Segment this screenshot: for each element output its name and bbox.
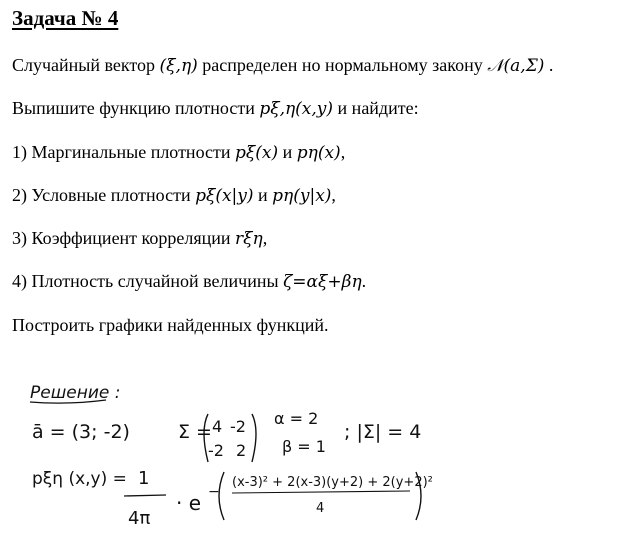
task-title: Задача № 4 — [12, 6, 119, 30]
beta-value: β = 1 — [282, 437, 326, 456]
density-lhs: pξη (x,y) = — [32, 469, 127, 489]
item-2-suffix: , — [331, 185, 336, 205]
item-2-prefix: 2) Условные плотности — [12, 185, 196, 205]
item-1-prefix: 1) Маргинальные плотности — [12, 142, 236, 162]
sigma-label: Σ = — [178, 421, 212, 443]
closing-line: Построить графики найденных функций. — [12, 315, 329, 335]
task-item-3 — [12, 227, 267, 250]
sigma-12: -2 — [230, 417, 246, 436]
sigma-11: 4 — [212, 417, 223, 436]
exp-denominator: 4 — [316, 501, 325, 516]
density-prefix: Выпишите функцию плотности — [12, 98, 260, 118]
item-3-suffix: , — [262, 228, 268, 248]
item-1-joiner: и — [278, 142, 297, 162]
task-item-2 — [12, 184, 336, 207]
zeta-formula: ζ=αξ+βη — [283, 272, 362, 292]
exp-fraction-bar — [232, 491, 410, 493]
intro-line — [12, 54, 553, 77]
marginal-density-eta: pη(x) — [296, 143, 341, 163]
alpha-value: α = 2 — [274, 409, 319, 428]
exp-minus: − — [208, 484, 220, 500]
vector-symbol: (ξ,η) — [159, 56, 198, 76]
item-4-suffix: . — [361, 271, 367, 291]
fraction-bar — [124, 495, 166, 496]
handwritten-solution — [28, 372, 608, 532]
task-item-4 — [12, 270, 366, 293]
fraction-denominator: 4π — [128, 508, 151, 529]
solution-heading: Решение : — [30, 383, 121, 403]
correlation-symbol: rξη — [235, 229, 263, 249]
sigma-22: 2 — [236, 441, 247, 460]
intro-middle: распределен но нормальному закону — [197, 55, 488, 75]
conditional-density-xi: pξ(x|y) — [195, 186, 254, 206]
density-suffix: и найдите: — [333, 98, 419, 118]
exp-open-paren — [219, 472, 224, 520]
fraction-numerator: 1 — [138, 468, 150, 489]
item-4-prefix: 4) Плотность случайной величины — [12, 271, 284, 291]
exp-base: · e — [176, 491, 202, 515]
intro-suffix: . — [544, 55, 554, 75]
joint-density-symbol: pξ,η(x,y) — [259, 99, 334, 119]
exp-numerator: (x-3)² + 2(x-3)(y+2) + 2(y+2)² — [232, 475, 433, 490]
intro-prefix: Случайный вектор — [12, 55, 160, 75]
normal-law-symbol: 𝒩(a,Σ) — [487, 56, 545, 76]
item-2-joiner: и — [253, 185, 273, 205]
sigma-21: -2 — [208, 441, 224, 460]
conditional-density-eta: pη(y|x) — [272, 186, 332, 206]
density-line — [12, 97, 419, 120]
marginal-density-xi: pξ(x) — [235, 143, 279, 163]
item-3-prefix: 3) Коэффициент корреляции — [12, 228, 236, 248]
sigma-determinant: ; |Σ| = 4 — [344, 421, 422, 443]
mean-vector: ā = (3; -2) — [32, 421, 130, 443]
task-item-1 — [12, 141, 345, 164]
item-1-suffix: , — [340, 142, 346, 162]
matrix-right-bracket — [252, 414, 256, 462]
handwritten-svg — [28, 372, 608, 532]
